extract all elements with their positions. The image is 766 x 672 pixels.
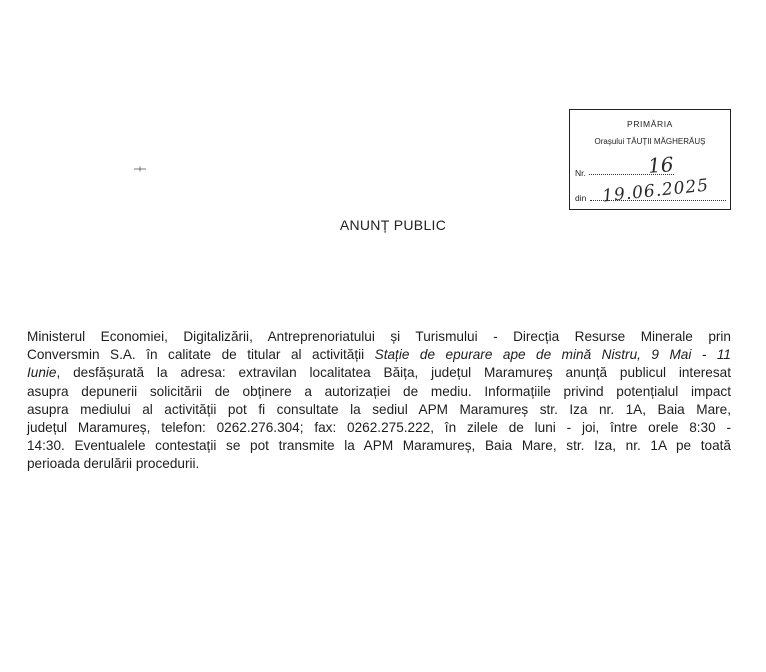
stamp-date-value: 19.06.2025 <box>601 175 711 207</box>
announcement-body <box>27 328 731 474</box>
body-line-2: Conversmin S.A. în calitate de titular al activității Stație de epurare ape de mină Nistru, 9 Mai - 11 <box>27 347 731 363</box>
page-title: ANUNȚ PUBLIC <box>339 217 447 233</box>
body-line-1: Ministerul Economiei, Digitalizării, Antreprenoriatului și Turismului - Direcția Resurse Minerale prin <box>27 329 731 344</box>
body-line-4: asupra depunerii solicitării de obținere a autorizației de mediu. Informațiile privind potențialul impact <box>27 383 731 399</box>
stamp-din-label: din <box>575 193 587 203</box>
stamp-title: PRIMĂRIA <box>627 119 673 129</box>
activity-name-end: Iunie <box>27 365 57 381</box>
stamp-subtitle: Orașului TĂUȚII MĂGHERĂUȘ <box>594 137 706 146</box>
activity-name: Stație de epurare ape de mină Nistru, 9 Mai - 11 <box>374 347 731 363</box>
stamp-nr-label: Nr. <box>575 168 586 178</box>
stamp-nr-value: 16 <box>647 152 675 178</box>
body-line-5: asupra mediului al activității pot fi consultate la sediul APM Maramureș str. Iza nr. 1A, Baia Mare, <box>27 401 731 417</box>
body-line-6: județul Maramureș, telefon: 0262.276.304; fax: 0262.275.222, în zilele de luni - joi, între orele 8:30 - <box>27 420 731 436</box>
body-line-8: perioada derulării procedurii. <box>27 456 200 472</box>
registration-stamp <box>569 109 731 210</box>
body-line-7: 14:30. Eventualele contestații se pot transmite la APM Maramureș, Baia Mare, str. Iza, nr. 1A pe toată <box>27 438 731 454</box>
body-line-3: Iunie, desfășurată la adresa: extravilan localitatea Băița, județul Maramureș anunță publicul interesat <box>27 365 731 381</box>
scan-mark-icon <box>134 166 146 172</box>
